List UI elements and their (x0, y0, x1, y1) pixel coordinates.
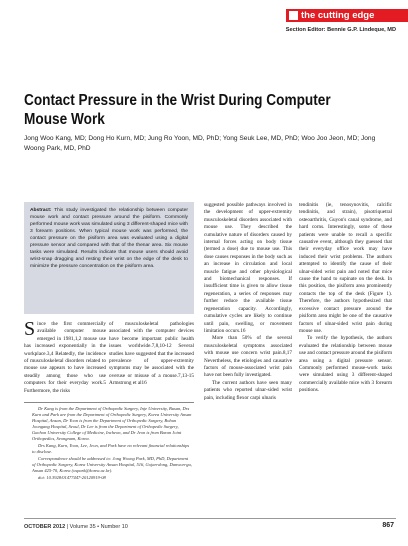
body-column-1a (24, 318, 106, 395)
section-title: the cutting edge (301, 10, 375, 21)
abstract-label: Abstract: (30, 208, 52, 213)
issue-date: OCTOBER 2012 (24, 524, 66, 530)
footnote-divider (24, 402, 194, 403)
page-number: 867 (382, 522, 394, 529)
footer-divider (24, 518, 396, 519)
journal-issue (24, 524, 128, 530)
body-column-2 (204, 202, 292, 402)
body-paragraph: The current authors have seen many patients who reported ulnar-sided wrist pain, including flexor carpi ulnaris (204, 379, 292, 401)
footnote-correspondence: Correspondence should be addressed to: Jong Woong Park, MD, PhD, Department of Orthopedic Surgery, Korea University Ansan Hospital, 516, Gojan-dong, Danwon-gu, Ansan 425-70, Korea (ospark@korea.ac.kr). (32, 455, 192, 473)
footnote-disclosure: Drs Kang, Kurn, Yoon, Lee, Jeon, and Park have no relevant financial relationships to disclose. (32, 443, 190, 455)
body-paragraph: tendinitis (ie, tenosynovitis, calcific tendinitis, and strain), pisotriquetral osteoarthritis, Guyon's canal syndrome, and hard corns. Interestingly, some of these patients were unable to recall a specific causative event, although they guessed that their everyday office work may have induced their wrist problems. The authors attempted to identify the cause of their ulnar-sided wrist pain and noted that mice cause the hand to supinate on the desk. In this position, the pisiform area prominently contacts the top of the desk (Figure 1). Therefore, the authors hypothesized that excessive contact pressure around the pisiform area might be one of the causative factors of ulnar-sided wrist pain during mouse use. (299, 202, 392, 334)
body-text: ince the first commercially available computer mouse emerged in 1981,1,2 mouse use has increased exponentially in the workplace.3,4 Relatedly, the incidence of musculoskeletal disorders related to mouse use appears to have increased steadily among those who use computers for their everyday work.5 Furthermore, the risks (24, 321, 106, 394)
abstract-text: This study investigated the relationship between computer mouse work and contact pressure around the pisiform. Commonly performed mouse work was simulated using 3 different-shaped mice with 3 forearm positions. When typical mouse work was performed, the contact pressure on the pisiform area was evaluated using a digital pressure sensor and compared with that of the thenar area. Six mouse tasks were simulated. Results indicate that mouse users should avoid wrist-snap dragging and resting their wrist on the edge of the desk to minimize the pressure concentration on the pisiform area. (30, 208, 188, 270)
abstract-box (24, 202, 194, 314)
section-marker-icon (289, 11, 298, 20)
body-column-1b: of musculoskeletal pathologies associated with the computer devices have become important public health issues worldwide.7,8,10-12 Several studies have suggested that the increased prevalence of upper-extremity symptoms may be associated with the overuse or misuse of a mouse.7,13-15 Armstrong et al16 (109, 321, 194, 387)
footnotes (32, 406, 192, 481)
drop-cap: S (24, 318, 36, 340)
body-paragraph: More than 50% of the several musculoskeletal symptoms associated with mouse use concern wrist pain.8,17 Nevertheless, the etiologies and causative factors of mouse-associated wrist pain have not been fully investigated. (204, 335, 292, 379)
footnote-doi: doi: 10.3928/01477447-20120919-08 (38, 474, 106, 480)
section-banner (286, 9, 408, 22)
body-paragraph: suggested possible pathways involved in the development of upper-extremity musculoskeletal disorders associated with mouse use. They described the cumulative nature of disorders caused by internal forces acting on body tissue (termed a dose) due to mouse use. This dose causes responses in the body such as an increase in circulation and local muscle fatigue and other physiological and biomechanical responses. If insufficient time is given to allow tissue regeneration, a series of responses may further reduce the available tissue regeneration capacity. Accordingly, cumulative cycles are likely to continue until pain, swelling, or movement limitation occurs.16 (204, 202, 292, 334)
article-title: Contact Pressure in the Wrist During Computer Mouse Work (24, 92, 331, 128)
footnote-affiliations: Dr Kang is from the Department of Orthopedic Surgery, Inje University, Busan, Drs Kurn and Park are from the Department of Orthopedic Surgery, Korea University Ansan Hospital, Ansan, Dr Yoon is from the Department of Orthopedic Surgery, Bohun Joongang Hospital, Seoul, Dr Lee is from the Department of Orthopedic Surgery, Gachon University College of Medicine, Incheon, and Dr Jeon is from Baran Joint Orthopedics, Seongnam, Korea. (32, 406, 192, 442)
author-list: Jong Woo Kang, MD; Dong Ho Kurn, MD; Jung Ro Yoon, MD, PhD; Yong Seuk Lee, MD, PhD; Woo Joo Jeon, MD; Jong Woong Park, MD, PhD (24, 135, 376, 152)
body-paragraph: To verify the hypothesis, the authors evaluated the relationship between mouse use and contact pressure around the pisiform area using a digital pressure sensor. Commonly performed mouse-work tasks were simulated using 3 different-shaped commercially available mice with 3 forearm positions. (299, 335, 392, 394)
issue-volume: | Volume 35 • Number 10 (65, 524, 128, 530)
body-column-3 (299, 202, 392, 395)
section-editor: Section Editor: Bennie G.P. Lindeque, MD (285, 27, 396, 33)
